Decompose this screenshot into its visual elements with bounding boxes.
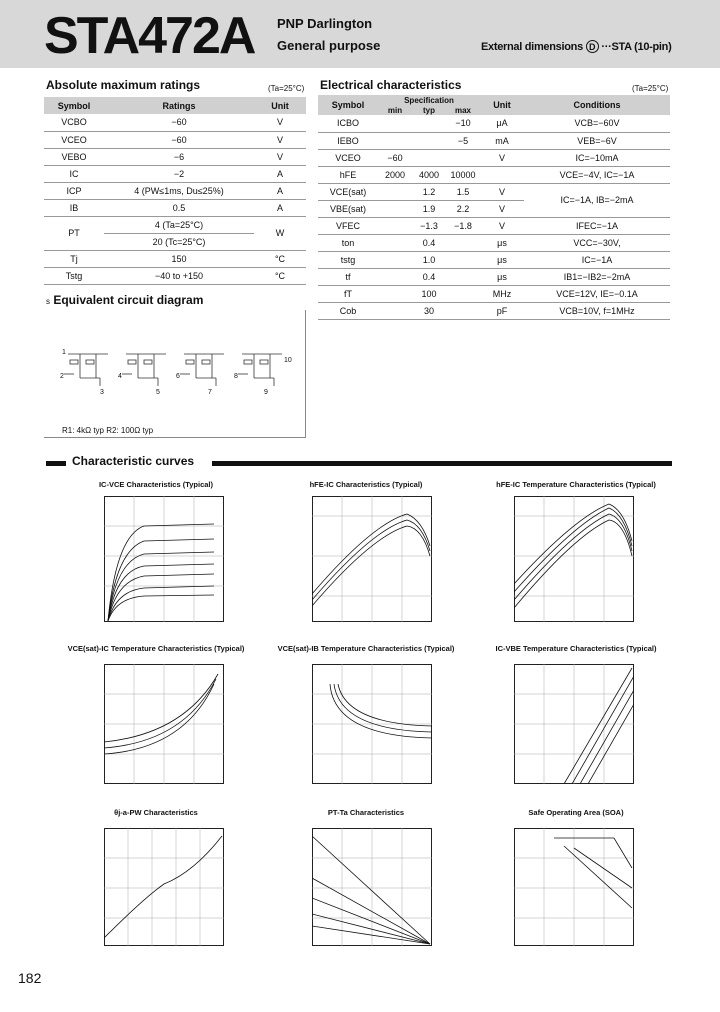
table-row: VCE(sat) 1.2 1.5 V IC=−1A, IB=−2mA (318, 183, 670, 200)
table-row: VCEO −60 V IC=−10mA (318, 149, 670, 166)
table-row: ton 0.4 μs VCC=−30V, (318, 234, 670, 251)
hfe-ic-temperature-graph (514, 496, 634, 622)
dim-code-circle: D (586, 40, 599, 53)
thermal-resistance-pw-graph (104, 828, 224, 946)
table-row: hFE 2000 4000 10000 VCE=−4V, IC=−1A (318, 166, 670, 183)
svg-text:5: 5 (156, 389, 160, 396)
svg-text:10: 10 (284, 357, 292, 364)
table-row: IB 0.5 A (44, 199, 306, 216)
graph-title: PT-Ta Characteristics (327, 808, 405, 817)
curves-bar-left (46, 461, 66, 466)
table-row: tf 0.4 μs IB1=−IB2=−2mA (318, 268, 670, 285)
graph-title: VCE(sat)-IB Temperature Characteristics (Typical) (277, 644, 455, 653)
table-row: PT 4 (Ta=25°C) W (44, 216, 306, 233)
table-row: VEBO −6 V (44, 148, 306, 165)
elec-col-spec: Specification (378, 95, 480, 105)
vcesat-ic-graph (104, 664, 224, 784)
svg-text:3: 3 (100, 389, 104, 396)
svg-text:8: 8 (234, 373, 238, 380)
external-dimensions (481, 40, 671, 53)
abs-col-ratings: Ratings (104, 97, 254, 114)
table-row: 20 (Tc=25°C) (44, 233, 306, 250)
graph-title: θj-a-PW Characteristics (114, 808, 198, 817)
abs-max-title: Absolute maximum ratings (46, 78, 201, 92)
equivalent-circuit-diagram (60, 348, 300, 398)
table-row: VFEC −1.3 −1.8 V IFEC=−1A (318, 217, 670, 234)
graph-title: hFE-IC Characteristics (Typical) (309, 480, 423, 489)
device-purpose: General purpose (277, 38, 381, 53)
graph-title: VCE(sat)-IC Temperature Characteristics (Typical) (67, 644, 245, 653)
graph-title: IC-VBE Temperature Characteristics (Typical) (495, 644, 657, 653)
graph-title: IC-VCE Characteristics (Typical) (98, 480, 214, 489)
svg-text:6: 6 (176, 373, 180, 380)
svg-text:9: 9 (264, 389, 268, 396)
svg-text:1: 1 (62, 349, 66, 356)
abs-max-condition: (Ta=25°C) (268, 84, 305, 93)
table-row: IEBO −5 mA VEB=−6V (318, 132, 670, 149)
table-row: fT 100 MHz VCE=12V, IE=−0.1A (318, 285, 670, 302)
graph-title: Safe Operating Area (SOA) (528, 808, 624, 817)
part-number: STA472A (44, 7, 255, 65)
table-row: VBE(sat) 1.9 2.2 V (318, 200, 670, 217)
table-row: tstg 1.0 μs IC=−1A (318, 251, 670, 268)
ic-vbe-graph (514, 664, 634, 784)
curves-title: Characteristic curves (72, 454, 195, 468)
abs-col-unit: Unit (254, 97, 306, 114)
table-row: Tj 150 °C (44, 250, 306, 267)
hfe-ic-graph (312, 496, 432, 622)
ext-dim-label: External dimensions (481, 41, 583, 53)
package-name: ···STA (10-pin) (601, 41, 672, 53)
table-row: IC −2 A (44, 165, 306, 182)
svg-text:2: 2 (60, 373, 64, 380)
table-row: VCEO −60 V (44, 131, 306, 148)
pt-ta-graph (312, 828, 432, 946)
elec-condition: (Ta=25°C) (632, 84, 669, 93)
device-type: PNP Darlington (277, 16, 373, 31)
graph-title: hFE-IC Temperature Characteristics (Typical) (496, 480, 656, 489)
svg-text:4: 4 (118, 373, 122, 380)
svg-text:7: 7 (208, 389, 212, 396)
table-row: Tstg −40 to +150 °C (44, 267, 306, 284)
circuit-title: s Equivalent circuit diagram (46, 293, 204, 307)
abs-max-table (44, 97, 306, 285)
elec-table: Symbol Specification Unit Conditions min typ max ICBO −10 μA VCB=−60V IEBO −5 mA VEB=−6V VCEO −60 V IC=−10mA hFE 2000 4000 10000 VCE=−4V, IC=−1A VCE(sat) 1.2 1.5 V IC=−1A, IB=−2mA VBE(sat) 1.9 2.2 V VFEC −1.3 −1.8 V IFEC=−1A ton 0.4 μs VCC=−30V, tstg 1.0 μs IC=−1A tf 0.4 μs IB1=−IB2=−2mA fT 100 MHz VCE=12V, IE=−0.1A Cob 30 pF VCB=10V, f=1MHz (318, 95, 670, 320)
table-row: ICBO −10 μA VCB=−60V (318, 115, 670, 132)
table-row: VCBO −60 V (44, 114, 306, 131)
resistor-note: R1: 4kΩ typ R2: 100Ω typ (62, 426, 154, 435)
table-row: Cob 30 pF VCB=10V, f=1MHz (318, 302, 670, 319)
darlington-stage (64, 354, 108, 386)
elec-col-unit: Unit (480, 95, 524, 115)
table-row: ICP 4 (PW≤1ms, Du≤25%) A (44, 182, 306, 199)
ic-vce-graph (104, 496, 224, 622)
elec-title: Electrical characteristics (320, 78, 462, 92)
curves-bar-right (212, 461, 672, 466)
elec-col-symbol: Symbol (318, 95, 378, 115)
page-number: 182 (18, 970, 42, 986)
soa-graph (514, 828, 634, 946)
elec-col-conditions: Conditions (524, 95, 670, 115)
vcesat-ib-graph (312, 664, 432, 784)
abs-col-symbol: Symbol (44, 97, 104, 114)
